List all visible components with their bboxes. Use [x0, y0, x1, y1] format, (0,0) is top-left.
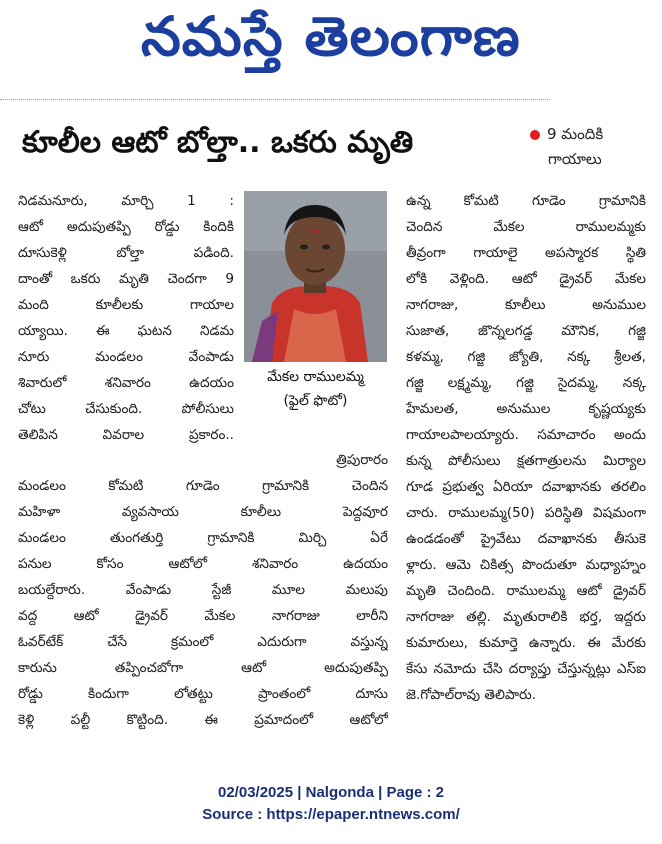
footer — [0, 782, 662, 826]
article-line: ఉండడంతో ప్రైవేటు దవాఖానకు తీసుకె — [406, 531, 646, 547]
article-line: కుమారులు, కుమార్తె ఉన్నారు. ఈ మేరకు — [406, 635, 646, 651]
article-line: పనుల కోసం ఆటోలో శనివారం ఉదయం — [18, 556, 388, 572]
article-line: ళ్లారు. ఆమె చికిత్స పొందుతూ మధ్యాహ్నం — [406, 557, 646, 573]
article-line: గూడ ప్రభుత్వ ఏరియా దవాఖానకు తరలిం — [406, 479, 646, 495]
article-line: మండలం కోమటి గూడెం గ్రామానికి చెందిన — [18, 478, 388, 494]
article-line: చోటు చేసుకుంది. పోలీసులు — [18, 401, 234, 417]
article-line: రోడ్డు కిందుగా లోతట్టు ప్రాంతంలో దూసు — [18, 686, 388, 702]
article-left-column — [18, 188, 234, 448]
article-line: త్రిపురారం — [336, 452, 388, 468]
caption-note: (ఫైల్ ఫొటో) — [283, 393, 348, 409]
article-line: చారు. రాములమ్మ(50) పరిస్థితి విషమంగా — [406, 505, 646, 521]
article-line: కళమ్మ, గజ్జి జ్యోతి, నక్క శ్రీలత, — [406, 349, 646, 365]
article-line: జె.గోపాల్‌రావు తెలిపారు. — [406, 687, 537, 703]
article-line: నాగరాజు తల్లి. మృతురాలికి భర్త, ఇద్దరు — [406, 609, 646, 625]
article-line: గజ్జి లక్ష్మమ్మ, గజ్జి సైదమ్మ, నక్క — [406, 375, 646, 391]
article-line: బయల్దేరారు. వేంపాడు స్టేజీ మూల మలుపు — [18, 582, 388, 598]
article-line: నూరు మండలం వేంపాడు — [18, 349, 234, 365]
article-line: ఆటో అదుపుతప్పి రోడ్డు కిందికి — [18, 219, 234, 235]
article-line: గాయాలపాలయ్యారు. సమాచారం అందు — [406, 427, 646, 443]
article-line: తెలిపిన వివరాల ప్రకారం.. — [18, 427, 234, 443]
article-lower-left-column — [18, 447, 388, 733]
article-line: య్యాయి. ఈ ఘటన నిడమ — [18, 323, 234, 339]
article-line: హేమలత, అనుముల కృష్ణయ్యకు — [406, 401, 646, 417]
article-line: చెందిన మేకల రాములమ్మకు — [406, 219, 646, 235]
article-line: ఉన్న కోమటి గూడెం గ్రామానికి — [406, 193, 646, 209]
article-line: వద్ద ఆటో డ్రైవర్ మేకల నాగరాజు లారీని — [18, 608, 388, 624]
article-line: కెళ్లి పల్టీ కొట్టింది. ఈ ప్రమాదంలో ఆటోలో — [18, 712, 388, 728]
article-line: సుజాత, జొన్నలగడ్డ మౌనిక, గజ్జి — [406, 323, 646, 339]
portrait-photo — [244, 191, 387, 362]
photo-caption — [244, 365, 387, 413]
masthead — [0, 0, 662, 86]
footer-dateline: 02/03/2025 | Nalgonda | Page : 2 — [218, 784, 444, 801]
subhead-line-2: గాయాలు — [548, 150, 602, 168]
red-bullet-icon — [530, 130, 540, 140]
article-line: మృతి చెందింది. రాములమ్మ ఆటో డ్రైవర్ — [406, 583, 646, 599]
article-line: దూసుకెళ్లి బోల్తా పడింది. — [18, 245, 234, 261]
article-line: నిడమనూరు, మార్చి 1 : — [18, 193, 234, 209]
article-line: నాగరాజు, కూలీలు అనుముల — [406, 297, 646, 313]
subhead-text-1: 9 మందికి — [547, 125, 604, 143]
article-right-column — [406, 188, 646, 708]
footer-source-link[interactable]: Source : https://epaper.ntnews.com/ — [202, 806, 460, 823]
header-divider — [0, 99, 550, 100]
article-line: దాంతో ఒకరు మృతి చెందగా 9 — [18, 271, 234, 287]
headline: కూలీల ఆటో బోల్తా.. ఒకరు మృతి — [22, 125, 414, 160]
article-line: కేసు నమోదు చేసి దర్యాప్తు చేస్తున్నట్లు ఎస్ఐ — [406, 661, 646, 677]
article-line: కారును తప్పించబోగా ఆటో అదుపుతప్పి — [18, 660, 388, 676]
portrait-image — [244, 191, 387, 362]
article-line: శివారులో శనివారం ఉదయం — [18, 375, 234, 391]
article-line: మంది కూలీలకు గాయాల — [18, 297, 234, 313]
article-line: మండలం తుంగతుర్తి గ్రామానికి మిర్చి ఏరే — [18, 530, 388, 546]
subhead-line-1 — [530, 122, 655, 147]
article-line: మహిళా వ్యవసాయ కూలీలు పెద్దవూర — [18, 504, 388, 520]
caption-name: మేకల రాములమ్మ — [267, 369, 364, 385]
article-line: కున్న పోలీసులు క్షతగాత్రులను మిర్యాల — [406, 453, 646, 469]
subhead — [530, 122, 655, 172]
article-line: ఓవర్‌టేక్ చేసే క్రమంలో ఎదురుగా వస్తున్న — [18, 634, 388, 650]
masthead-logo-text: నమస్తే తెలంగాణ — [141, 4, 521, 68]
article-line: తీవ్రంగా గాయాలై అపస్మారక స్థితి — [406, 245, 646, 261]
article-line: లోకి వెళ్లింది. ఆటో డ్రైవర్ మేకల — [406, 271, 646, 287]
